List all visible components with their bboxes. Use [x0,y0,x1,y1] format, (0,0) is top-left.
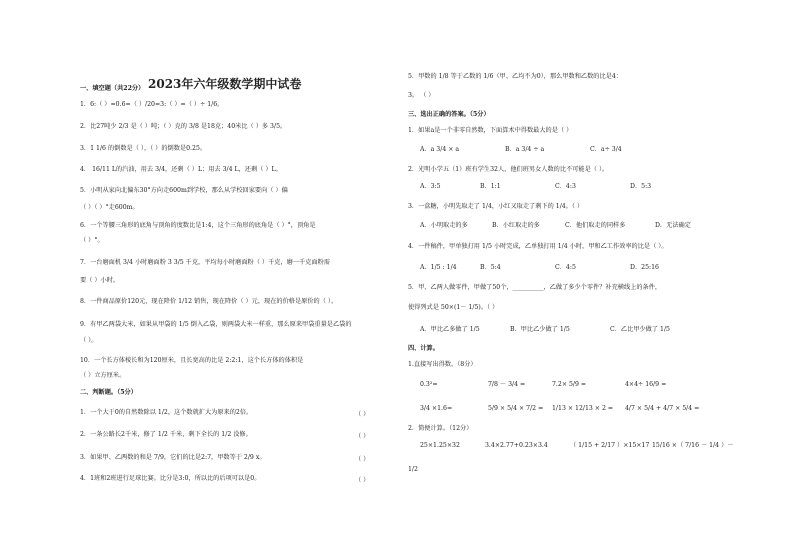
question-6-line2: （ ）°。 [80,237,104,244]
calc-1-item-3: 7.2× 5/9 = [552,381,587,388]
choice-3-option-d[interactable]: D．无法确定 [655,222,691,229]
calc-2-item-1: 25×1.25×32 [420,442,460,449]
choice-1-option-b[interactable]: B．a 3/4 ÷ a [505,146,545,153]
calc-1-item-5: 3/4 ×1.6= [420,405,453,412]
choice-2-option-d[interactable]: D．5:3 [630,183,652,190]
calc-1-item-7: 1/13 × 12/13 × 2 = [552,405,614,412]
question-10-line1: 10．一个长方体棱长和为120厘米，且长宽高的比是 2:2:1，这个长方体的体积是 [80,357,304,364]
question-9-line2: （ ）。 [80,337,98,344]
choice-5-option-a[interactable]: A．甲比乙多做了 1/5 [420,326,480,333]
question-5-line2: （ ）（ ）°走600m。 [80,204,139,211]
calc-2-item-4: 15/16 ×（ 7/16 － 1/4 ）－ [652,442,734,449]
section-calculation: 四、计算。 [408,345,439,352]
choice-3: 3．一盒糖，小明先取走了 1/4，小红又取走了剩下的 1/4。（ ） [408,203,584,210]
choice-4-option-a[interactable]: A．1/5 : 1/4 [420,264,457,271]
choice-2-option-b[interactable]: B．1:1 [480,183,501,190]
choice-3-option-c[interactable]: C．他们取走的同样多 [565,222,626,229]
question-2: 2．比27吨少 2/3 是（ ）吨；（ ）克的 3/8 是18克；40米比（ ）多 3/5。 [80,123,287,130]
choice-4-option-c[interactable]: C．4:5 [555,264,576,271]
question-10-line2: （ ）立方厘米。 [80,372,126,379]
question-9-line1: 9．有甲乙两袋大米，如果从甲袋的 1/5 倒入乙袋，则两袋大米一样重，那么原来甲袋重量是乙袋的 [80,321,352,328]
calc-1-item-2: 7/8 － 3/4 = [488,381,526,388]
calc-1-item-4: 4×4÷ 16/9 = [625,381,667,388]
right-question-5: 5．甲数的 1/8 等于乙数的 1/6（甲、乙均不为0），那么甲数和乙数的比是4： [408,73,622,80]
judge-3: 3．如果甲、乙两数的和是 7/9，它们的比是2:7，甲数等于 2/9 x。 [80,454,266,461]
judge-1: 1．一个大于0的自然数除以 1/2，这个数就扩大为原来的2倍。 [80,409,253,416]
question-8: 8．一件商品原价120元，现在降价 1/12 销售，现在降价（ ）元，现在的价格是原价的（ ）。 [80,298,338,305]
choice-3-option-b[interactable]: B．小红取走的多 [492,222,540,229]
choice-1-option-c[interactable]: C．a÷ 3/4 [590,146,622,153]
choice-2: 2．光明小学五（1）班有学生32人，他们班男女人数的比不可能是（ ）。 [408,166,609,173]
question-5-line1: 5．小明从家向北偏东30°方向走600m到学校，那么从学校回家要向（ ）偏 [80,187,288,194]
choice-4-option-b[interactable]: B．5:4 [480,264,501,271]
calc-2-item-4-tail: 1/2 [408,466,418,473]
section-fill-blank: 一、填空题（共22分） [80,85,145,92]
judge-2: 2．一条公路长2千米，修了 1/2 千米，剩下全长的 1/2 没修。 [80,431,252,438]
choice-1: 1．如果a是一个非零自然数，下面算术中得数最大的是（ ） [408,127,573,134]
choice-5-option-c[interactable]: C．乙比甲少做了 1/5 [610,326,670,333]
calc-1-item-6: 5/9 × 5/4 × 7/2 = [488,405,544,412]
question-4: 4． 16/11 L的汽油，用去 3/4，还剩（ ）L；用去 3/4 L，还剩（ ）L。 [80,166,282,173]
calc-2-item-2: 3.4×2.77+0.23×3.4 [485,442,548,449]
judge-4: 4．1班和2班进行足球比赛。比分是3:0，所以比的后项可以是0。 [80,475,261,482]
choice-4: 4．一件稿件，甲单独打用 1/5 小时完成，乙单独打用 1/4 小时，甲和乙工作效率的比是（ ）。 [408,243,668,250]
choice-1-option-a[interactable]: A．a 3/4 × a [420,146,460,153]
right-question-5-line2: 3。 （ ） [408,92,435,99]
choice-2-option-a[interactable]: A．3:5 [420,183,441,190]
calc-2-heading: 2．简便计算。（12分） [408,425,473,432]
question-7-line2: 要（ ）小时。 [80,277,120,284]
judge-1-answer[interactable]: （ ） [355,411,370,418]
choice-4-option-d[interactable]: D．25:16 [630,264,659,271]
question-3: 3．1 1/6 的倒数是（ ），（ ）的倒数是0.25。 [80,145,207,152]
page-title: 2023年六年级数学期中试卷 [148,77,302,91]
judge-4-answer[interactable]: （ ） [355,477,370,484]
choice-5-line1: 5．甲、乙两人做零件，甲做了50个，__________，乙做了多少个零件？补充横线上的条件， [408,284,662,291]
calc-1-heading: 1.直接写出得数。（8分） [408,361,477,368]
choice-5-line2: 使得列式是 50×(1－ 1/5)。（ ） [408,304,499,311]
calc-1-item-8: 4/7 × 5/4 + 4/7 × 5/4 = [625,405,700,412]
judge-3-answer[interactable]: （ ） [355,456,370,463]
section-judgement: 二、判断题。（5分） [80,389,137,396]
choice-5-option-b[interactable]: B．甲比乙少做了 1/5 [510,326,570,333]
calc-2-item-3: （ 1/15 + 2/17 ）×15×17 [570,442,650,449]
judge-2-answer[interactable]: （ ） [355,433,370,440]
choice-3-option-a[interactable]: A．小明取走的多 [420,222,468,229]
section-choice: 三、选出正确的答案。（5分） [408,111,490,118]
question-7-line1: 7．一台磨面机 3/4 小时磨面粉 3 3/5 千克，平均每小时磨面粉（ ）千克，磨一千克面粉需 [80,259,330,266]
calc-1-item-1: 0.3²= [420,381,438,388]
question-1: 1．6:（ ）=0.6=（ ）/20=3:（ ）=（ ）÷ 1/6。 [80,101,224,108]
choice-2-option-c[interactable]: C．4:3 [555,183,576,190]
question-6-line1: 6．一个等腰三角形的底角与顶角的度数比是1:4，这个三角形的底角是（ ）°，顶角是 [80,222,316,229]
